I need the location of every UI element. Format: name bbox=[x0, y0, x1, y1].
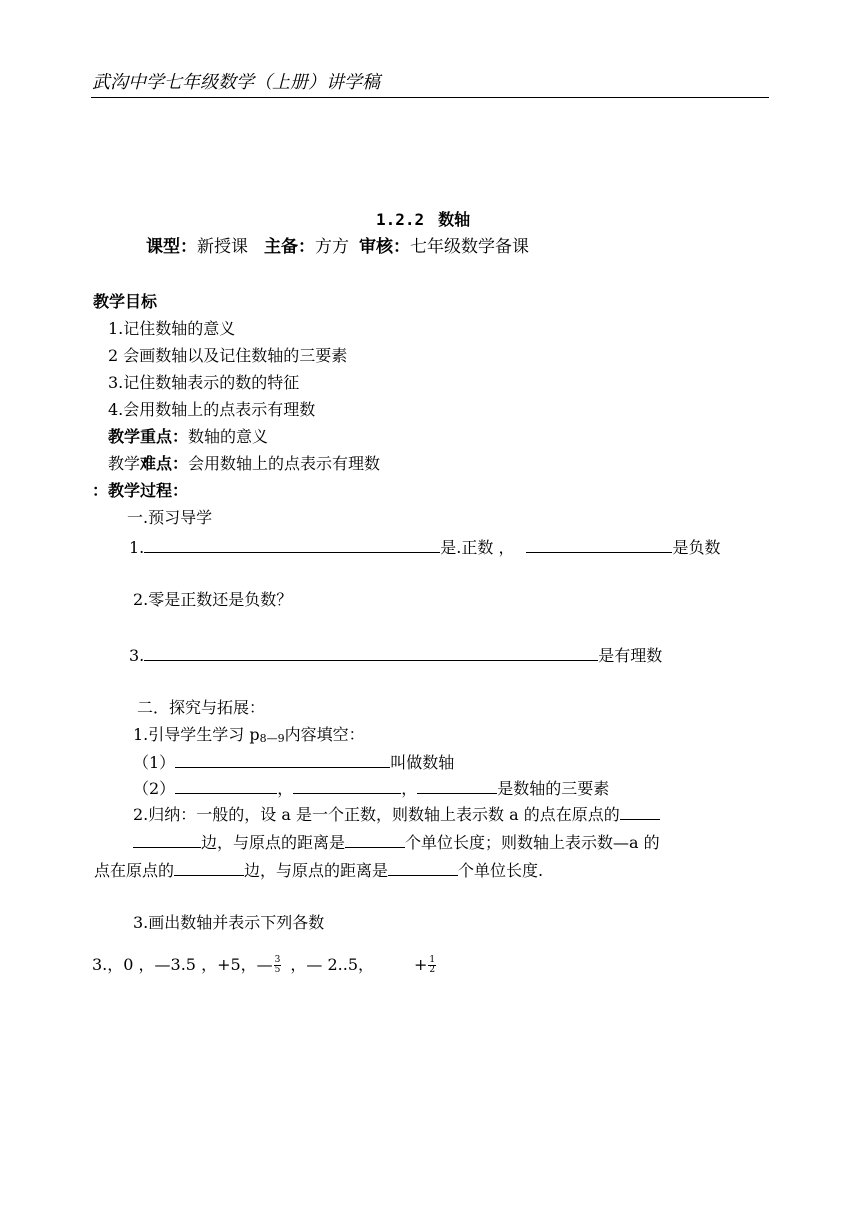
numbers-c: + bbox=[414, 955, 428, 974]
e1-suffix: 内容填空： bbox=[284, 725, 365, 744]
e1-page-range: 8—9 bbox=[259, 732, 285, 745]
q3-blank[interactable] bbox=[144, 646, 598, 661]
objectives-heading: 教学目标 bbox=[93, 292, 158, 311]
e2-line3c: 个单位长度. bbox=[458, 861, 544, 880]
explore-item-2-line-1 bbox=[133, 805, 660, 823]
q1-mid: 是.正数 ， bbox=[440, 538, 515, 557]
numbers-b: ，— 2..5， bbox=[290, 955, 375, 974]
e1-2-blank-3[interactable] bbox=[417, 779, 497, 794]
e2-line2a: 边，与原点的距离是 bbox=[201, 833, 346, 852]
numbers-a: 3.，0 ，—3.5 ，+5，— bbox=[92, 955, 273, 974]
frac1-denominator: 5 bbox=[274, 965, 281, 975]
explore-item-1 bbox=[133, 727, 365, 744]
type-value: 新授课 bbox=[197, 237, 248, 257]
explore-item-1-2 bbox=[133, 779, 609, 797]
question-2: 2.零是正数还是负数？ bbox=[133, 590, 293, 609]
frac2-numerator: 1 bbox=[429, 955, 436, 965]
q1-prefix: 1. bbox=[129, 538, 145, 557]
objective-item: 4.会用数轴上的点表示有理数 bbox=[108, 400, 316, 419]
explore-item-3: 3.画出数轴并表示下列各数 bbox=[133, 913, 325, 932]
e2-blank-1b[interactable] bbox=[133, 833, 201, 848]
fraction-one-half bbox=[428, 956, 436, 975]
preview-heading: 一.预习导学 bbox=[127, 508, 213, 527]
lesson-title bbox=[376, 212, 470, 228]
e1-2-blank-1[interactable] bbox=[175, 779, 277, 794]
difficult-label-a: 教学 bbox=[108, 454, 141, 473]
process-heading: ：教学过程： bbox=[92, 481, 189, 500]
e1-1-blank[interactable] bbox=[175, 753, 390, 768]
objective-item: 2 会画数轴以及记住数轴的三要素 bbox=[108, 346, 348, 365]
type-label: 课型： bbox=[146, 237, 197, 257]
q3-suffix: 是有理数 bbox=[598, 646, 663, 665]
e2-blank-1[interactable] bbox=[620, 805, 660, 820]
e2-line2b: 个单位长度；则数轴上表示数—a 的 bbox=[405, 833, 660, 852]
frac1-numerator: 3 bbox=[274, 955, 281, 965]
e1-2-sep1: ， bbox=[277, 779, 294, 798]
header-divider bbox=[91, 97, 769, 98]
e2-line3a: 点在原点的 bbox=[94, 861, 175, 880]
e1-2-prefix: （2） bbox=[133, 779, 176, 798]
e2-blank-4[interactable] bbox=[388, 861, 458, 876]
question-1 bbox=[129, 538, 720, 556]
author-label: 主备： bbox=[264, 237, 315, 257]
e2-line3b: 边，与原点的距离是 bbox=[244, 861, 389, 880]
review-value: 七年级数学备课 bbox=[410, 237, 529, 257]
lesson-number: 1.2.2 bbox=[376, 210, 425, 229]
numbers-list bbox=[92, 956, 437, 975]
q3-prefix: 3. bbox=[129, 646, 145, 665]
review-label: 审核： bbox=[359, 237, 410, 257]
e1-2-sep2: ， bbox=[401, 779, 418, 798]
frac2-denominator: 2 bbox=[429, 965, 436, 975]
difficult-value: 会用数轴上的点表示有理数 bbox=[188, 454, 381, 473]
key-point-value: 数轴的意义 bbox=[188, 427, 269, 446]
explore-heading: 二．探究与拓展： bbox=[137, 698, 266, 717]
difficult-label-b: 难点： bbox=[140, 454, 189, 473]
explore-item-2-line-3 bbox=[94, 861, 543, 879]
e1-2-blank-2[interactable] bbox=[293, 779, 401, 794]
lesson-topic: 数轴 bbox=[438, 210, 471, 229]
e1-1-prefix: （1） bbox=[133, 753, 176, 772]
e1-1-suffix: 叫做数轴 bbox=[390, 753, 455, 772]
lesson-meta bbox=[146, 239, 529, 256]
q1-suffix: 是负数 bbox=[672, 538, 721, 557]
objective-item: 1.记住数轴的意义 bbox=[108, 319, 236, 338]
objective-item: 3.记住数轴表示的数的特征 bbox=[108, 373, 300, 392]
explore-item-2-line-2 bbox=[133, 833, 660, 851]
e1-2-suffix: 是数轴的三要素 bbox=[497, 779, 610, 798]
q1-blank-1[interactable] bbox=[144, 538, 440, 553]
difficult-point bbox=[108, 456, 380, 472]
question-3 bbox=[129, 646, 662, 664]
e2-blank-3[interactable] bbox=[174, 861, 244, 876]
key-point bbox=[108, 429, 268, 445]
e2-line1: 2.归纳：一般的，设 a 是一个正数，则数轴上表示数 a 的点在原点的 bbox=[133, 805, 620, 824]
q1-blank-2[interactable] bbox=[526, 538, 672, 553]
fraction-three-fifths bbox=[274, 956, 282, 975]
document-header: 武沟中学七年级数学（上册）讲学稿 bbox=[92, 72, 380, 93]
key-point-label: 教学重点： bbox=[108, 427, 189, 446]
e1-text: 1.引导学生学习 p bbox=[133, 725, 260, 744]
explore-item-1-1 bbox=[133, 753, 454, 771]
author-value: 方方 bbox=[315, 237, 349, 257]
e2-blank-2[interactable] bbox=[345, 833, 405, 848]
